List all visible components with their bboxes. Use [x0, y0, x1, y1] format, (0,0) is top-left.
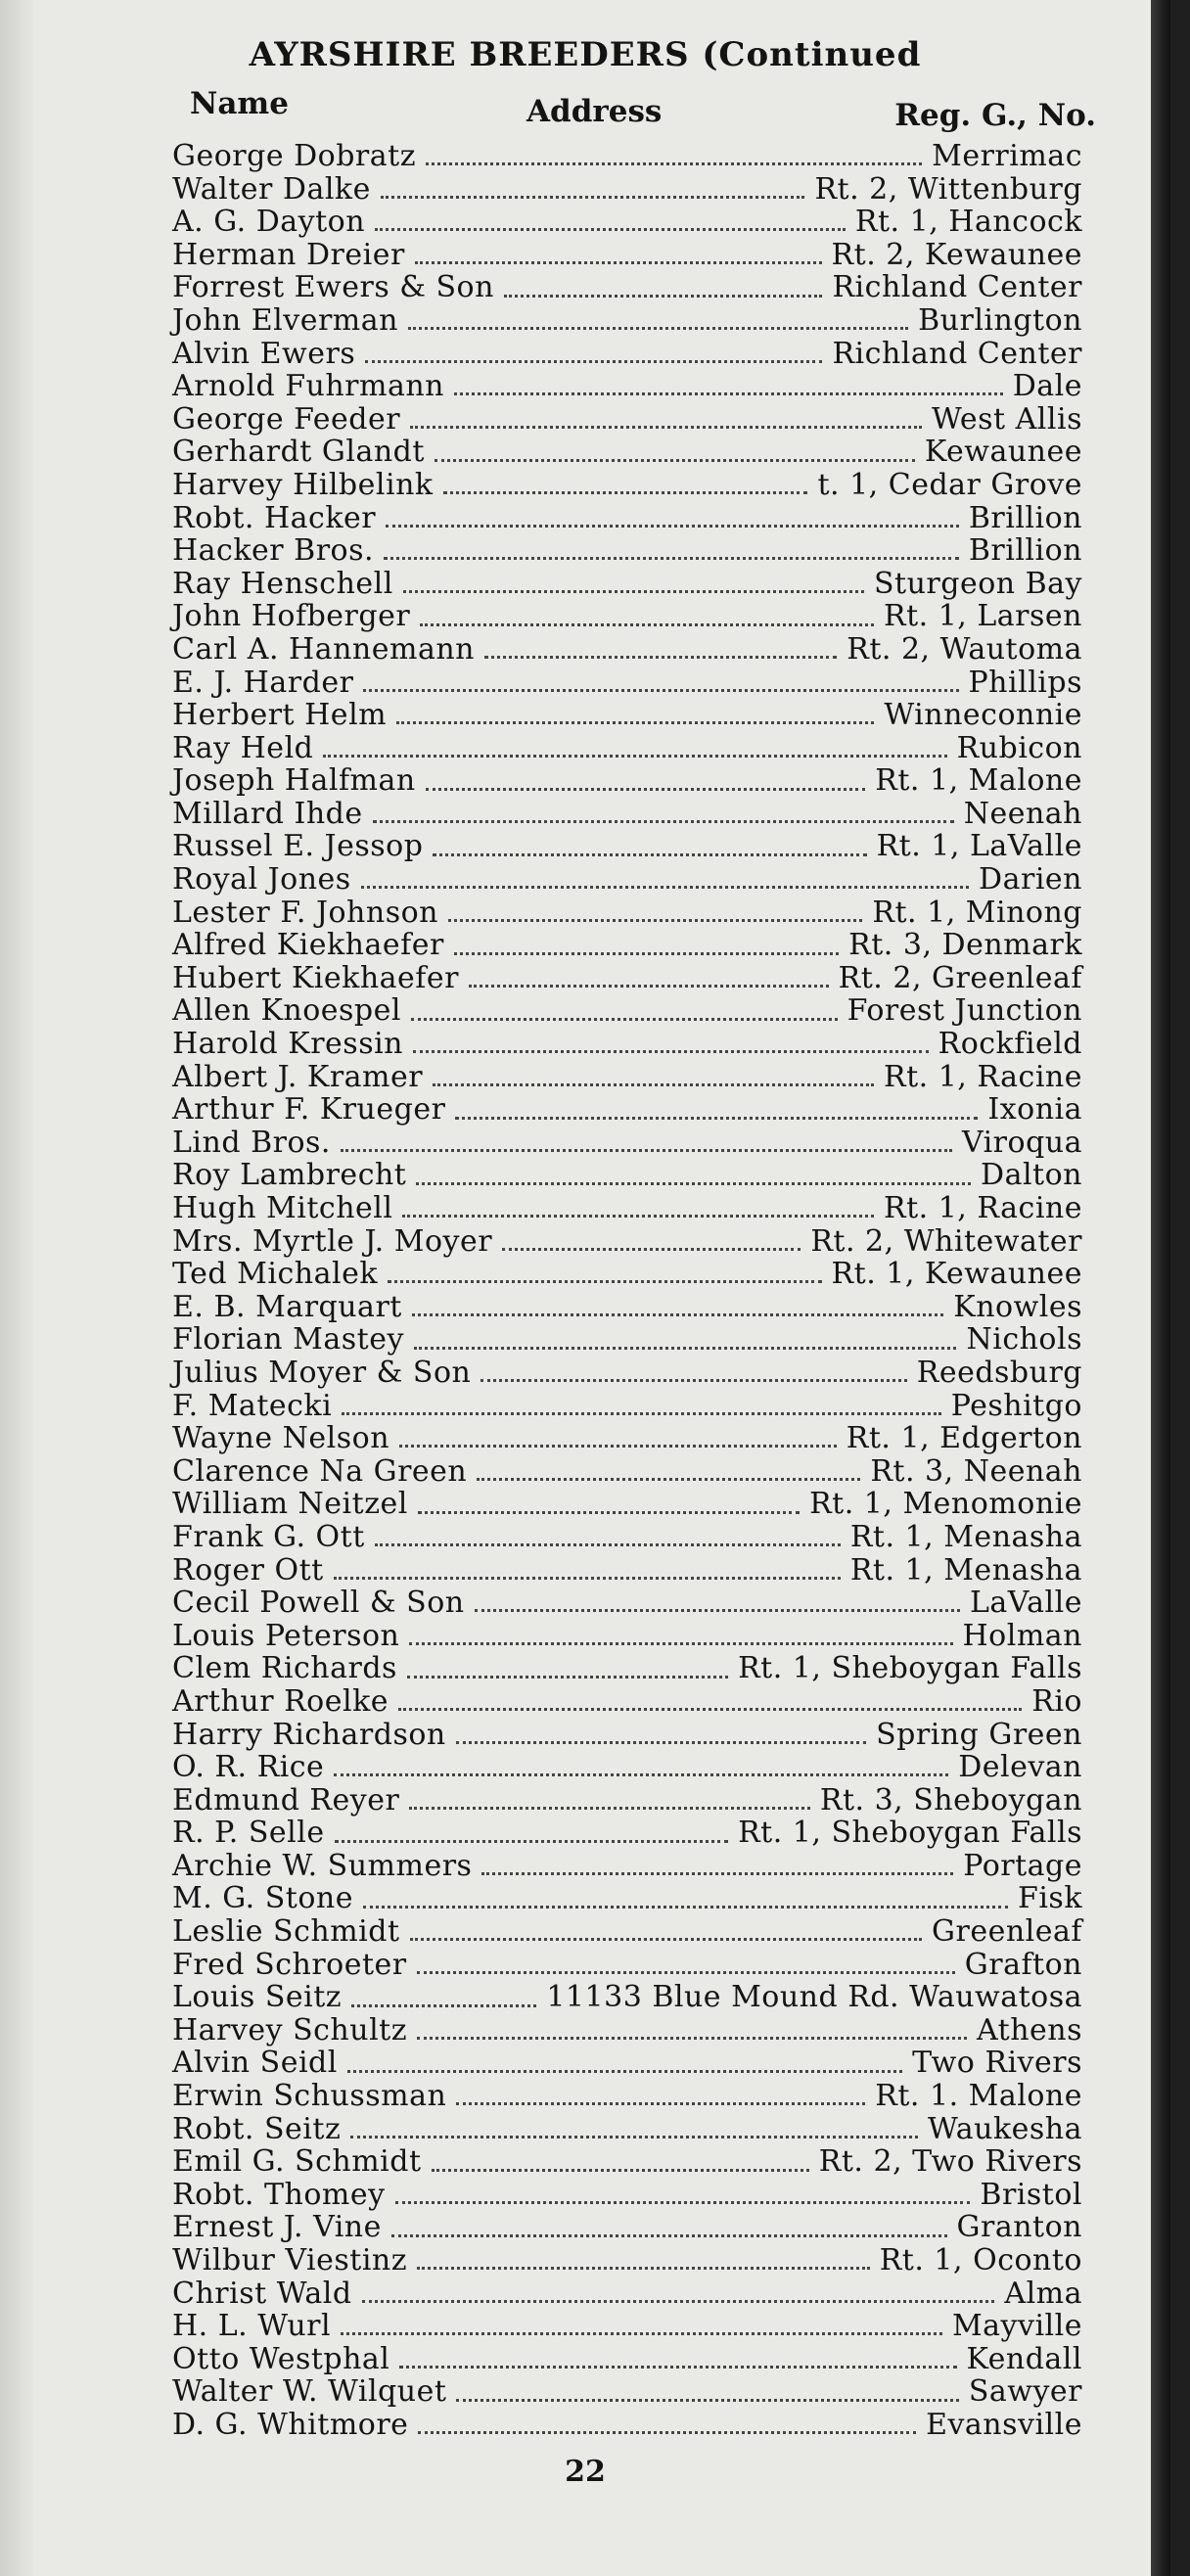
- breeder-name: Florian Mastey: [172, 1322, 404, 1357]
- dot-leader: [342, 1412, 941, 1415]
- breeder-address: Waukesha: [928, 2111, 1082, 2146]
- breeder-name: Alfred Kiekhaefer: [172, 928, 444, 963]
- list-item: [172, 830, 1082, 863]
- breeder-address: Rt. 1, Sheboygan Falls: [738, 1816, 1082, 1851]
- breeder-address: Rt. 2, Two Rivers: [818, 2144, 1082, 2180]
- breeder-name: Robt. Seitz: [172, 2111, 342, 2146]
- breeder-address: Burlington: [918, 302, 1082, 338]
- breeder-name: Mrs. Myrtle J. Moyer: [172, 1223, 493, 1259]
- list-item: [172, 699, 1082, 732]
- breeder-name: Lester F. Johnson: [172, 895, 438, 930]
- breeder-address: Rt. 2, Greenleaf: [838, 960, 1082, 995]
- breeder-name: Arthur Roelke: [172, 1683, 389, 1719]
- dot-leader: [417, 2037, 967, 2040]
- breeder-address: Rubicon: [956, 730, 1082, 765]
- breeder-address: Rt. 2, Wittenburg: [814, 171, 1082, 207]
- list-item: [172, 2375, 1082, 2409]
- breeder-name: Hubert Kiekhaefer: [172, 960, 459, 995]
- dot-leader: [361, 886, 969, 889]
- breeder-name: Wayne Nelson: [172, 1421, 390, 1456]
- dot-leader: [418, 2431, 916, 2434]
- breeder-address: Merrimac: [932, 139, 1082, 173]
- dot-leader: [417, 2267, 870, 2270]
- list-item: [172, 1915, 1082, 1949]
- breeder-address: Viroqua: [961, 1125, 1082, 1160]
- dot-leader: [335, 1840, 728, 1843]
- breeders-list: [172, 140, 1082, 2442]
- breeder-name: Christ Wald: [172, 2276, 352, 2311]
- list-item: [172, 1719, 1082, 1752]
- list-item: [172, 1061, 1082, 1094]
- list-item: [172, 1850, 1082, 1883]
- dot-leader: [469, 985, 829, 988]
- dot-leader: [456, 2102, 865, 2105]
- breeder-name: E. B. Marquart: [172, 1289, 402, 1324]
- dot-leader: [415, 261, 822, 264]
- dot-leader: [410, 1938, 922, 1941]
- breeder-address: Sawyer: [968, 2374, 1082, 2410]
- breeder-name: Herbert Helm: [172, 698, 388, 733]
- list-item: [172, 271, 1082, 304]
- list-item: [172, 1587, 1082, 1620]
- column-headers: [186, 86, 1096, 131]
- list-item: [172, 2145, 1082, 2179]
- dot-leader: [388, 1280, 822, 1283]
- page-gutter: [0, 0, 33, 2576]
- breeder-name: F. Matecki: [172, 1388, 333, 1423]
- breeder-address: Rt. 1. Malone: [875, 2079, 1082, 2114]
- list-item: [172, 436, 1082, 469]
- dot-leader: [408, 327, 908, 330]
- dot-leader: [323, 755, 946, 758]
- dot-leader: [433, 853, 866, 856]
- list-item: [172, 502, 1082, 535]
- dot-leader: [334, 1773, 948, 1776]
- breeder-address: Richland Center: [832, 270, 1082, 305]
- list-item: [172, 1093, 1082, 1127]
- list-item: [172, 1455, 1082, 1489]
- dot-leader: [426, 162, 922, 165]
- dot-leader: [481, 1379, 906, 1382]
- list-item: [172, 304, 1082, 338]
- list-item: [172, 1258, 1082, 1291]
- list-item: [172, 732, 1082, 765]
- dot-leader: [435, 459, 915, 462]
- list-item: [172, 2113, 1082, 2146]
- breeder-name: D. G. Whitmore: [172, 2407, 409, 2442]
- breeder-address: Rt. 3, Neenah: [870, 1453, 1082, 1489]
- dot-leader: [417, 1971, 955, 1974]
- dot-leader: [433, 1083, 874, 1086]
- list-item: [172, 962, 1082, 995]
- breeder-name: Clarence Na Green: [172, 1453, 468, 1489]
- breeder-name: George Dobratz: [172, 139, 417, 173]
- breeder-address: Rt. 1, Menasha: [849, 1519, 1082, 1554]
- list-item: [172, 1291, 1082, 1324]
- breeder-address: LaValle: [969, 1586, 1082, 1621]
- list-item: [172, 929, 1082, 962]
- breeder-name: Harvey Schultz: [172, 2012, 408, 2047]
- breeder-address: Grafton: [964, 1947, 1082, 1982]
- list-item: [172, 1521, 1082, 1554]
- breeder-name: Emil G. Schmidt: [172, 2144, 422, 2180]
- list-item: [172, 534, 1082, 568]
- dot-leader: [381, 196, 805, 199]
- breeder-address: Two Rivers: [912, 2046, 1082, 2081]
- breeder-name: Erwin Schussman: [172, 2079, 447, 2114]
- breeder-address: Rt. 1, Hancock: [854, 205, 1082, 240]
- list-item: [172, 798, 1082, 831]
- breeder-address: Rt. 1, Menomonie: [809, 1487, 1082, 1522]
- breeder-name: Gerhardt Glandt: [172, 435, 425, 470]
- breeder-address: Rockfield: [938, 1027, 1082, 1062]
- list-item: [172, 568, 1082, 601]
- dot-leader: [375, 228, 846, 231]
- breeder-name: Frank G. Ott: [172, 1519, 365, 1554]
- dot-leader: [420, 623, 874, 626]
- breeder-address: Rt. 1, Sheboygan Falls: [738, 1651, 1082, 1686]
- list-item: [172, 1323, 1082, 1357]
- dot-leader: [413, 1050, 929, 1053]
- dot-leader: [403, 590, 864, 593]
- breeder-name: Ted Michalek: [172, 1257, 379, 1292]
- breeder-address: Fisk: [1018, 1881, 1082, 1916]
- breeder-address: Ixonia: [987, 1092, 1082, 1127]
- list-item: [172, 633, 1082, 667]
- breeder-name: Otto Westphal: [172, 2341, 390, 2376]
- breeder-name: Cecil Powell & Son: [172, 1586, 465, 1621]
- header-address: Address: [526, 94, 663, 129]
- breeder-address: Greenleaf: [932, 1914, 1082, 1950]
- breeder-address: Sturgeon Bay: [873, 566, 1082, 601]
- dot-leader: [502, 1248, 801, 1251]
- header-reg: Reg. G., No.: [894, 98, 1096, 133]
- breeder-name: John Hofberger: [172, 599, 411, 634]
- dot-leader: [396, 721, 874, 724]
- dot-leader: [477, 1478, 860, 1481]
- breeder-name: Harry Richardson: [172, 1717, 446, 1752]
- breeder-name: Arnold Fuhrmann: [172, 369, 444, 404]
- list-item: [172, 173, 1082, 207]
- breeder-address: Granton: [956, 2210, 1082, 2245]
- dot-leader: [351, 2004, 536, 2007]
- list-item: [172, 469, 1082, 502]
- list-item: [172, 1127, 1082, 1160]
- breeder-address: Bristol: [980, 2177, 1082, 2212]
- breeder-address: Rt. 1, Racine: [883, 1191, 1082, 1225]
- breeder-address: Rt. 3, Sheboygan: [819, 1782, 1082, 1817]
- dot-leader: [432, 2169, 809, 2172]
- dot-leader: [399, 1445, 837, 1448]
- dot-leader: [365, 360, 822, 363]
- breeder-name: Hacker Bros.: [172, 533, 375, 569]
- breeder-name: Herman Dreier: [172, 237, 405, 272]
- dot-leader: [398, 1708, 1022, 1711]
- dot-leader: [475, 1609, 960, 1612]
- list-item: [172, 1652, 1082, 1685]
- breeder-address: Darien: [979, 862, 1082, 897]
- breeder-name: R. P. Selle: [172, 1816, 325, 1851]
- breeder-address: Delevan: [958, 1750, 1082, 1785]
- breeder-name: Fred Schroeter: [172, 1947, 407, 1982]
- list-item: [172, 370, 1082, 403]
- breeder-address: West Allis: [932, 401, 1082, 437]
- breeder-name: Wilbur Viestinz: [172, 2243, 408, 2277]
- breeder-name: Walter W. Wilquet: [172, 2374, 447, 2410]
- breeder-name: Russel E. Jessop: [172, 829, 424, 864]
- breeder-address: Rt. 1, Minong: [872, 895, 1082, 930]
- list-item: [172, 2310, 1082, 2343]
- dot-leader: [341, 2332, 942, 2335]
- breeder-address: Kendall: [966, 2341, 1082, 2376]
- breeder-name: Joseph Halfman: [172, 763, 416, 799]
- dot-leader: [341, 1149, 952, 1152]
- dot-leader: [454, 392, 1003, 395]
- list-item: [172, 140, 1082, 173]
- breeder-name: Allen Knoespel: [172, 993, 401, 1029]
- list-item: [172, 2343, 1082, 2376]
- breeder-address: Knowles: [953, 1289, 1082, 1324]
- list-item: [172, 206, 1082, 239]
- breeder-address: Evansville: [926, 2407, 1082, 2442]
- breeder-name: Albert J. Kramer: [172, 1059, 424, 1094]
- breeder-name: Walter Dalke: [172, 171, 371, 207]
- dot-leader: [418, 1511, 800, 1514]
- breeder-address: Reedsburg: [916, 1355, 1082, 1390]
- breeder-name: Clem Richards: [172, 1651, 397, 1686]
- list-item: [172, 239, 1082, 272]
- breeder-address: Rt. 3, Denmark: [848, 928, 1082, 963]
- dot-leader: [416, 1182, 971, 1185]
- list-item: [172, 1784, 1082, 1817]
- list-item: [172, 2047, 1082, 2080]
- breeder-address: Holman: [962, 1618, 1082, 1653]
- dot-leader: [504, 295, 823, 298]
- breeder-address: Forest Junction: [847, 993, 1082, 1029]
- breeder-name: George Feeder: [172, 401, 401, 437]
- list-item: [172, 1028, 1082, 1061]
- dot-leader: [484, 656, 837, 659]
- breeder-address: Neenah: [963, 796, 1082, 831]
- dot-leader: [402, 1215, 874, 1218]
- breeder-address: Rt. 1, Kewaunee: [831, 1257, 1082, 1292]
- breeder-address: Dalton: [981, 1158, 1082, 1193]
- breeder-address: Rt. 2, Whitewater: [810, 1223, 1082, 1259]
- page-edge: [1151, 0, 1170, 2576]
- breeder-address: Brillion: [968, 500, 1082, 535]
- breeder-name: Millard Ihde: [172, 796, 363, 831]
- dot-leader: [347, 2070, 902, 2073]
- breeder-name: O. R. Rice: [172, 1750, 325, 1785]
- breeder-address: Nichols: [966, 1322, 1082, 1357]
- page-title: AYRSHIRE BREEDERS (Continued: [249, 35, 922, 74]
- breeder-name: Robt. Hacker: [172, 500, 377, 535]
- breeder-name: Roger Ott: [172, 1552, 324, 1587]
- list-item: [172, 1981, 1082, 2014]
- breeder-address: Rt. 2, Kewaunee: [831, 237, 1082, 272]
- dot-leader: [409, 1807, 810, 1810]
- breeder-name: Hugh Mitchell: [172, 1191, 393, 1225]
- dot-leader: [410, 426, 922, 429]
- breeder-address: Rt. 1, Malone: [875, 763, 1082, 799]
- breeder-name: Julius Moyer & Son: [172, 1355, 472, 1390]
- page-number: 22: [565, 2455, 606, 2489]
- list-item: [172, 2179, 1082, 2212]
- breeder-name: Lind Bros.: [172, 1125, 331, 1160]
- dot-leader: [395, 2201, 971, 2204]
- list-item: [172, 1949, 1082, 1982]
- list-item: [172, 1488, 1082, 1521]
- list-item: [172, 764, 1082, 798]
- list-item: [172, 863, 1082, 897]
- dot-leader: [448, 919, 862, 922]
- dot-leader: [350, 2136, 918, 2139]
- list-item: [172, 2277, 1082, 2311]
- breeder-address: Rio: [1031, 1683, 1082, 1719]
- breeder-name: H. L. Wurl: [172, 2309, 332, 2344]
- dot-leader: [426, 788, 866, 791]
- breeder-name: Leslie Schmidt: [172, 1914, 400, 1950]
- breeder-name: John Elverman: [172, 302, 398, 338]
- breeder-address: Kewaunee: [924, 435, 1082, 470]
- breeder-address: Rt. 1, Edgerton: [846, 1421, 1082, 1456]
- dot-leader: [399, 2366, 956, 2369]
- dot-leader: [363, 689, 958, 692]
- dot-leader: [411, 1018, 838, 1021]
- dot-leader: [443, 491, 808, 494]
- breeder-name: Roy Lambrecht: [172, 1158, 407, 1193]
- breeder-name: Archie W. Summers: [172, 1848, 473, 1883]
- header-name: Name: [190, 86, 289, 121]
- list-item: [172, 897, 1082, 930]
- breeder-address: 11133 Blue Mound Rd. Wauwatosa: [546, 1980, 1082, 2015]
- breeder-address: Rt. 1, Racine: [883, 1059, 1082, 1094]
- breeder-address: Phillips: [968, 665, 1082, 700]
- list-item: [172, 994, 1082, 1028]
- breeder-name: Edmund Reyer: [172, 1782, 400, 1817]
- breeder-name: Louis Peterson: [172, 1618, 400, 1653]
- breeder-address: Rt. 1, Larsen: [884, 599, 1082, 634]
- list-item: [172, 1422, 1082, 1455]
- dot-leader: [334, 1577, 841, 1580]
- list-item: [172, 1159, 1082, 1192]
- list-item: [172, 1685, 1082, 1719]
- dot-leader: [375, 1543, 841, 1546]
- breeder-address: Winneconnie: [884, 698, 1082, 733]
- breeder-address: Brillion: [968, 533, 1082, 569]
- dot-leader: [412, 1313, 943, 1316]
- breeder-address: Rt. 2, Wautoma: [847, 631, 1082, 667]
- breeder-name: Harold Kressin: [172, 1027, 403, 1062]
- breeder-name: Harvey Hilbelink: [172, 467, 434, 502]
- list-item: [172, 1225, 1082, 1259]
- breeder-name: Alvin Seidl: [172, 2046, 338, 2081]
- list-item: [172, 667, 1082, 700]
- breeder-name: William Neitzel: [172, 1487, 408, 1522]
- list-item: [172, 2244, 1082, 2277]
- list-item: [172, 338, 1082, 371]
- list-item: [172, 2211, 1082, 2244]
- dot-leader: [456, 2399, 958, 2402]
- list-item: [172, 403, 1082, 437]
- dot-leader: [362, 2300, 995, 2303]
- list-item: [172, 1357, 1082, 1390]
- breeder-name: Carl A. Hannemann: [172, 631, 475, 667]
- breeder-name: A. G. Dayton: [172, 205, 366, 240]
- dot-leader: [373, 820, 954, 823]
- breeder-address: Mayville: [951, 2309, 1082, 2344]
- list-item: [172, 2080, 1082, 2113]
- breeder-name: E. J. Harder: [172, 665, 354, 700]
- dot-leader: [409, 1642, 952, 1645]
- breeder-address: Peshitgo: [950, 1388, 1082, 1423]
- breeder-address: Portage: [963, 1848, 1082, 1883]
- dot-leader: [414, 1347, 957, 1350]
- breeder-address: Spring Green: [876, 1717, 1082, 1752]
- dot-leader: [384, 557, 959, 560]
- breeder-name: Ray Held: [172, 730, 314, 765]
- breeder-address: Rt. 1, LaValle: [876, 829, 1082, 864]
- dot-leader: [407, 1676, 728, 1679]
- dot-leader: [455, 1117, 978, 1120]
- breeder-name: Louis Seitz: [172, 1980, 343, 2015]
- breeder-name: Ray Henschell: [172, 566, 393, 601]
- breeder-name: Robt. Thomey: [172, 2177, 386, 2212]
- breeder-name: Royal Jones: [172, 862, 351, 897]
- list-item: [172, 1817, 1082, 1850]
- dot-leader: [481, 1872, 953, 1875]
- breeder-address: Richland Center: [832, 336, 1082, 371]
- list-item: [172, 1882, 1082, 1915]
- dot-leader: [454, 952, 839, 955]
- breeder-name: Ernest J. Vine: [172, 2210, 382, 2245]
- dot-leader: [391, 2234, 947, 2237]
- list-item: [172, 1390, 1082, 1423]
- breeder-address: Rt. 1, Menasha: [849, 1552, 1082, 1587]
- dot-leader: [456, 1741, 866, 1744]
- breeder-address: Athens: [977, 2012, 1082, 2047]
- breeder-name: Alvin Ewers: [172, 336, 356, 371]
- list-item: [172, 1192, 1082, 1225]
- list-item: [172, 1620, 1082, 1653]
- list-item: [172, 600, 1082, 633]
- breeder-name: M. G. Stone: [172, 1881, 354, 1916]
- list-item: [172, 2014, 1082, 2047]
- list-item: [172, 2409, 1082, 2442]
- dot-leader: [386, 525, 959, 528]
- list-item: [172, 1554, 1082, 1587]
- breeder-address: Dale: [1012, 369, 1082, 404]
- breeder-name: Forrest Ewers & Son: [172, 270, 494, 305]
- breeder-address: t. 1, Cedar Grove: [817, 467, 1082, 502]
- breeder-address: Alma: [1004, 2276, 1082, 2311]
- list-item: [172, 1751, 1082, 1784]
- dot-leader: [363, 1906, 1008, 1909]
- breeder-name: Arthur F. Krueger: [172, 1092, 446, 1127]
- breeder-address: Rt. 1, Oconto: [879, 2243, 1082, 2277]
